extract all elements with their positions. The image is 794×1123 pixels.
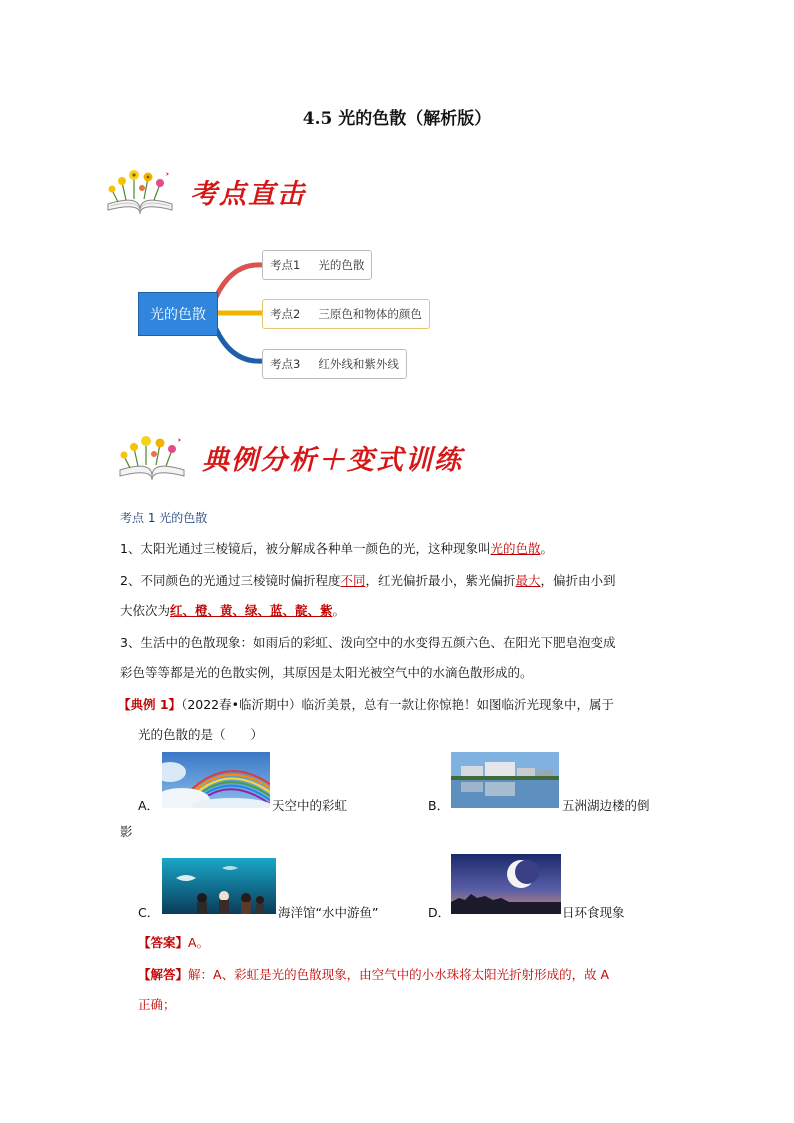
- mindmap-node-2: [262, 299, 430, 329]
- point-keyword: 红、橙、黄、绿、蓝、靛、紫: [170, 603, 333, 618]
- answer-line: [138, 928, 678, 958]
- analysis-text: 解：A、彩虹是光的色散现象，由空气中的小水珠将太阳光折射形成的，故 A: [188, 967, 610, 982]
- analysis-tag: 【解答】: [138, 967, 189, 982]
- option-d-text: 日环食现象: [562, 905, 625, 920]
- node-label: 三原色和物体的颜色: [318, 307, 422, 321]
- section-heading-1: [104, 166, 306, 216]
- mindmap-node-1: [262, 250, 372, 280]
- section-heading-2: [116, 432, 463, 482]
- page-title: 4.5 光的色散（解析版）: [302, 109, 492, 129]
- point-keyword: 最大: [515, 573, 541, 588]
- example-tag: 【典例 1】: [118, 697, 182, 712]
- node-num: 考点2: [270, 307, 301, 321]
- point-text: 大依次为: [120, 603, 171, 618]
- point-text: 3、生活中的色散现象：如雨后的彩虹、泼向空中的水变得五颜六色、在阳光下肥皂泡变成: [120, 635, 616, 650]
- option-c-letter: C．: [138, 905, 160, 920]
- point-1: [120, 534, 680, 564]
- option-d-letter: D．: [428, 905, 451, 920]
- point-2: [120, 566, 680, 626]
- flower-book-icon: [104, 166, 176, 216]
- option-b-wrap: 影: [120, 824, 133, 839]
- node-label: 红外线和紫外线: [318, 357, 399, 371]
- point-keyword: 光的色散: [490, 541, 541, 556]
- option-a-letter: A．: [138, 798, 160, 813]
- option-c-text: 海洋馆“水中游鱼”: [278, 905, 379, 920]
- section-heading-text: 考点直击: [190, 178, 306, 210]
- example-line: 光的色散的是（ ）: [138, 727, 264, 742]
- option-b-text: 五洲湖边楼的倒: [562, 798, 650, 813]
- point-3: [120, 628, 680, 688]
- example-question: [118, 690, 678, 750]
- point-text: 1、太阳光通过三棱镜后，被分解成各种单一颜色的光，这种现象叫: [120, 541, 491, 556]
- lake-building-image: [451, 752, 559, 808]
- point-text: ，红光偏折最小，紫光偏折: [365, 573, 516, 588]
- mindmap-connectors: [210, 255, 270, 375]
- aquarium-image: [162, 858, 276, 914]
- option-a-text: 天空中的彩虹: [272, 798, 348, 813]
- point-text: 。: [332, 603, 346, 618]
- node-num: 考点1: [270, 258, 301, 272]
- point-keyword: 不同: [340, 573, 366, 588]
- point-text: ，偏折由小到: [540, 573, 616, 588]
- point-text: 彩色等等都是光的色散实例，其原因是太阳光被空气中的水滴色散形成的。: [120, 665, 533, 680]
- flower-book-icon: [116, 432, 188, 482]
- example-line: （2022春•临沂期中）临沂美景，总有一款让你惊艳！如图临沂光现象中，属于: [181, 697, 614, 712]
- point-text: 。: [540, 541, 553, 556]
- analysis: [138, 960, 678, 1020]
- answer-text: A。: [188, 935, 210, 950]
- mindmap-node-3: [262, 349, 407, 379]
- option-b-letter: B．: [428, 798, 450, 813]
- point-text: 2、不同颜色的光通过三棱镜时偏折程度: [120, 573, 341, 588]
- mindmap-root: 光的色散: [138, 292, 218, 336]
- answer-tag: 【答案】: [138, 935, 189, 950]
- kaodian-label: 考点 1 光的色散: [120, 511, 208, 525]
- analysis-text: 正确；: [138, 997, 176, 1012]
- node-num: 考点3: [270, 357, 301, 371]
- eclipse-image: [451, 854, 561, 914]
- section-heading-text: 典例分析＋变式训练: [202, 444, 463, 476]
- node-label: 光的色散: [318, 258, 365, 272]
- rainbow-image: [162, 752, 270, 808]
